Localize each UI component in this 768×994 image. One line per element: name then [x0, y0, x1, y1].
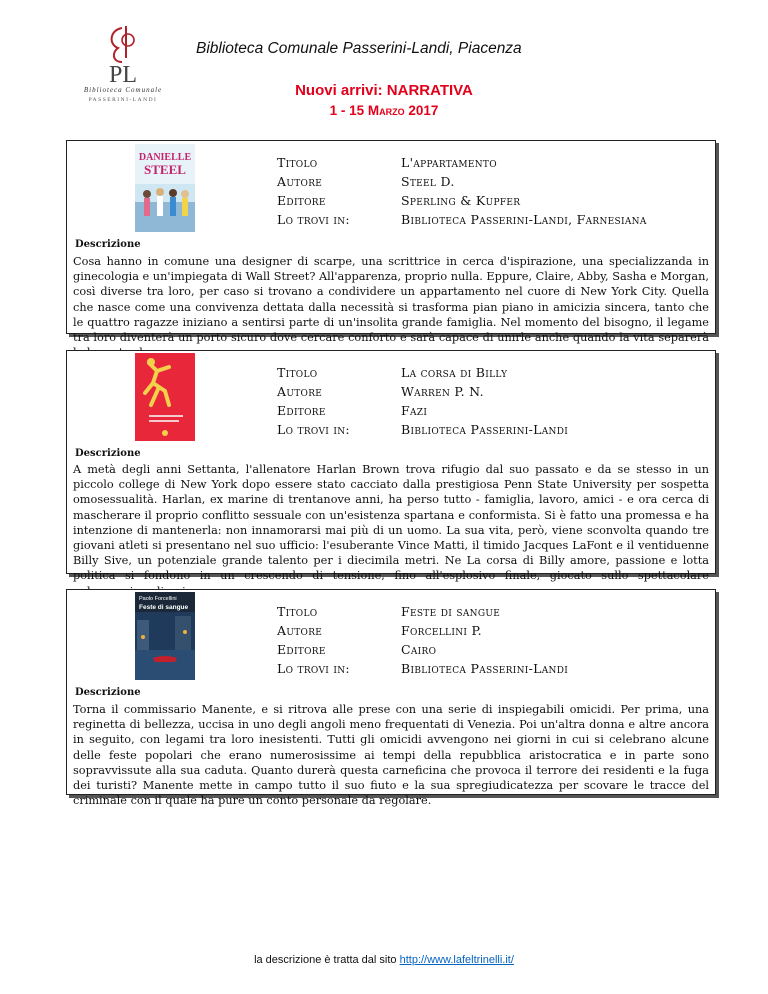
- page-header-title: Biblioteca Comunale Passerini-Landi, Piacenza: [196, 40, 522, 57]
- book-title: L'appartamento: [401, 155, 497, 170]
- svg-text:STEEL: STEEL: [144, 162, 186, 177]
- book-description: A metà degli anni Settanta, l'allenatore Harlan Brown trova rifugio dal suo passato e da se stesso in un piccolo college di New York dopo essere stato cacciato dalla prestigiosa Penn State University per sospetta omosessualità. Harlan, ex marine di trentanove anni, ha perso tutto - famiglia, lavoro, amici - e ora cerca di mascherare il proprio conflitto sessuale con un'esistenza spartana e conformista. Si è fatto una promessa e ha intenzione di mantenerla: non innamorarsi mai più di un uomo. La sua vita, però, viene sconvolta quando tre giovani atleti si presentano nel suo ufficio: l'esuberante Vince Matti, il timido Jacques LaFont e il ventiduenne Billy Sive, un potenziale grande talento per i diecimila metri. Ne La corsa di Billy amore, passione e lotta politica si fondono in un crescendo di tensione, fino all'esplosivo finale, giocato sullo spettacolare: [73, 463, 709, 583]
- book-description: Torna il commissario Manente, e si ritrova alle prese con una serie di inspiegabili omicidi. Per prima, una reginetta di bellezza, uccisa in uno degli angoli meno frequentati di Venezia. Poi un'altra donna e altre ancora in seguito, con legami tra loro inesistenti. Tutti gli omicidi avvengono nei giorni in cui si celebrano alcune delle feste popolari che erano numerosissime ai tempi della repubblica aristocratica e in parte sono sopravvissute alla sua caduta. Quanto durerà questa carneficina che provoca il terrore dei residenti e la fuga dei turisti? Manente mette in campo tutto il suo fiuto e la sua spregiudicatezza per scovare le tracce del criminale con il quale ha pure un conto personale da regolare.: [73, 703, 709, 808]
- book-location: Biblioteca Passerini-Landi: [401, 661, 569, 676]
- book-cover-image: [135, 592, 195, 680]
- book-publisher: Fazi: [401, 403, 428, 418]
- book-metadata: [277, 602, 568, 678]
- label-autore: Autore: [277, 623, 323, 638]
- book-cover-image: [135, 144, 195, 232]
- book-title: Feste di sangue: [401, 604, 501, 619]
- book-card: [66, 589, 716, 808]
- svg-text:Feste di sangue: Feste di sangue: [139, 604, 189, 611]
- book-publisher: Cairo: [401, 642, 437, 657]
- book-cover-image: [135, 353, 195, 441]
- label-location: Lo trovi in:: [277, 212, 350, 227]
- description-label: Descrizione: [75, 687, 141, 698]
- logo-subtitle: Biblioteca Comunale: [83, 86, 163, 94]
- svg-text:Paolo Forcellini: Paolo Forcellini: [139, 596, 177, 602]
- logo-subtitle-2: PASSERINI-LANDI: [88, 97, 158, 103]
- footer-source-note: [0, 954, 768, 966]
- label-titolo: Titolo: [277, 155, 318, 170]
- label-editore: Editore: [277, 193, 326, 208]
- svg-text:PL: PL: [108, 62, 138, 86]
- book-card: [66, 140, 716, 345]
- label-location: Lo trovi in:: [277, 661, 350, 676]
- book-author: Warren P. N.: [401, 384, 484, 399]
- book-description: Cosa hanno in comune una designer di scarpe, una scrittrice in cerca d'ispirazione, una specializzanda in ginecologia e un'impiegata di Wall Street? All'apparenza, proprio nulla. Eppure, Claire, Abby, Sasha e Morgan, così diverse tra loro, per caso si trovano a condividere un appartamento nel cuore di New York City. Quella che nasce come una convivenza dettata dalla necessità si trasforma pian piano in amicizia sincera, tanto che le quattro ragazze iniziano a sentirsi parte di un'insolita grande famiglia. Nel momento del bisogno, il legame tra loro diventerà un porto sicuro dove cercare conforto e sarà capace di unirle anche quando la vita separerà: [73, 255, 709, 345]
- label-editore: Editore: [277, 642, 326, 657]
- book-publisher: Sperling & Kupfer: [401, 193, 521, 208]
- section-title: Nuovi arrivi: NARRATIVA: [295, 82, 473, 99]
- label-location: Lo trovi in:: [277, 422, 350, 437]
- footer-text: la descrizione è tratta dal sito: [254, 954, 400, 966]
- label-titolo: Titolo: [277, 365, 318, 380]
- book-metadata: [277, 363, 568, 439]
- label-autore: Autore: [277, 174, 323, 189]
- book-location: Biblioteca Passerini-Landi, Farnesiana: [401, 212, 647, 227]
- book-author: Steel D.: [401, 174, 455, 189]
- book-author: Forcellini P.: [401, 623, 482, 638]
- book-card: [66, 350, 716, 583]
- logo-monogram-icon: [82, 22, 164, 86]
- label-autore: Autore: [277, 384, 323, 399]
- section-period: 1 - 15 Marzo 2017: [329, 103, 439, 118]
- source-link[interactable]: http://www.lafeltrinelli.it/: [399, 954, 514, 966]
- book-title: La corsa di Billy: [401, 365, 508, 380]
- description-label: Descrizione: [75, 448, 141, 459]
- description-label: Descrizione: [75, 239, 141, 250]
- label-titolo: Titolo: [277, 604, 318, 619]
- book-location: Biblioteca Passerini-Landi: [401, 422, 569, 437]
- book-metadata: [277, 153, 647, 229]
- label-editore: Editore: [277, 403, 326, 418]
- svg-text:DANIELLE: DANIELLE: [138, 152, 192, 163]
